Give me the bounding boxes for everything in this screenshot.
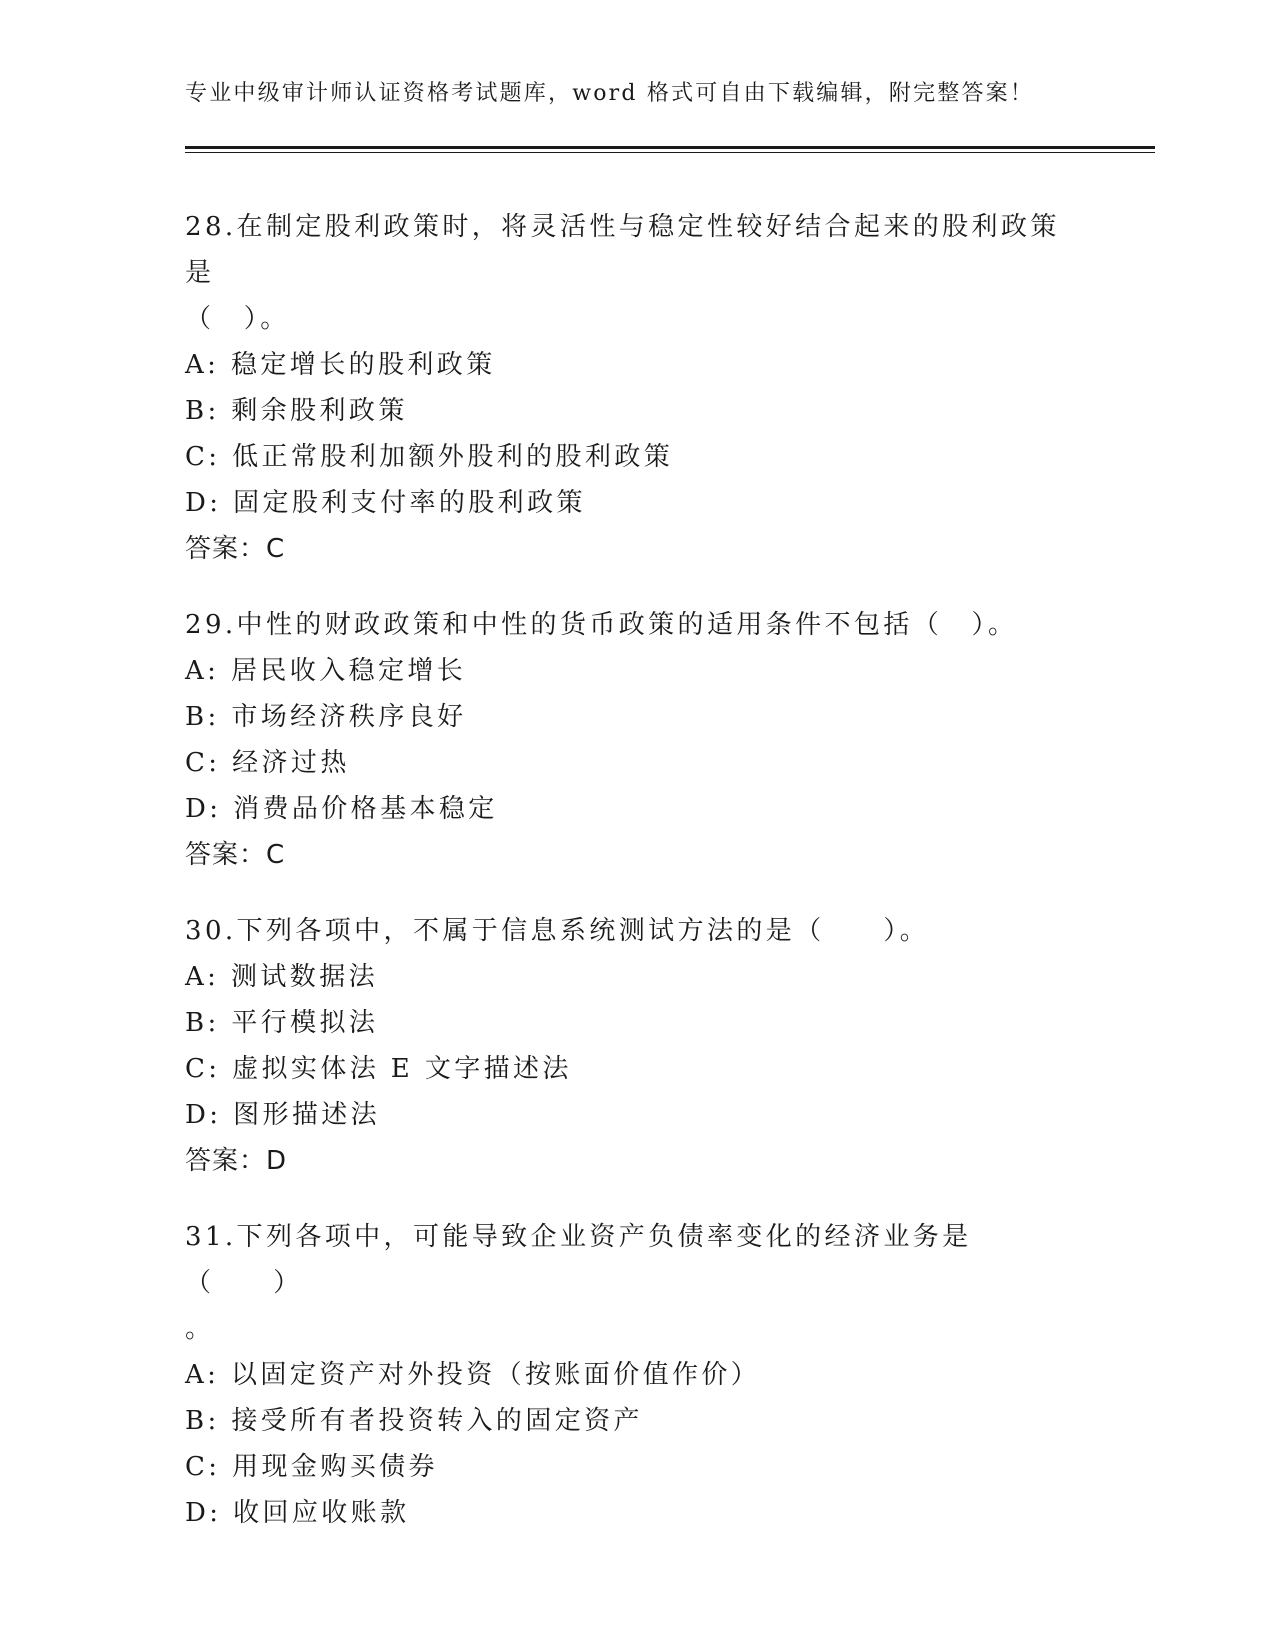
question-stem: 28.在制定股利政策时，将灵活性与稳定性较好结合起来的股利政策是 [185, 212, 1060, 288]
option-d: D: 收回应收账款 [185, 1498, 410, 1528]
option-d: D: 消费品价格基本稳定 [185, 794, 498, 824]
option-b: B: 接受所有者投资转入的固定资产 [185, 1406, 643, 1436]
option-c: C: 虚拟实体法 E 文字描述法 [185, 1054, 572, 1084]
option-b: B: 剩余股利政策 [185, 396, 408, 426]
option-b: B: 平行模拟法 [185, 1008, 379, 1038]
question-28 [185, 204, 1065, 572]
answer: 答案：C [185, 840, 286, 870]
question-30 [185, 908, 1065, 1184]
option-a: A: 测试数据法 [185, 962, 379, 992]
question-stem-continued: （ ）。 [185, 304, 290, 334]
question-31 [185, 1214, 1065, 1536]
question-stem: 31.下列各项中，可能导致企业资产负债率变化的经济业务是（ ） [185, 1222, 972, 1298]
option-c: C: 低正常股利加额外股利的股利政策 [185, 442, 674, 472]
page-header: 专业中级审计师认证资格考试题库，word 格式可自由下载编辑，附完整答案！ [185, 81, 1035, 106]
question-list [185, 204, 1065, 1566]
option-b: B: 市场经济秩序良好 [185, 702, 467, 732]
header-rule-thin [185, 152, 1155, 153]
option-c: C: 用现金购买债券 [185, 1452, 438, 1482]
question-stem: 29.中性的财政政策和中性的货币政策的适用条件不包括（ ）。 [185, 610, 1018, 640]
question-stem: 30.下列各项中，不属于信息系统测试方法的是（ ）。 [185, 916, 930, 946]
question-29 [185, 602, 1065, 878]
option-d: D: 图形描述法 [185, 1100, 381, 1130]
option-a: A: 以固定资产对外投资（按账面价值作价） [185, 1360, 761, 1390]
header-rule-thick [185, 146, 1155, 149]
question-stem-continued: 。 [185, 1314, 215, 1344]
option-a: A: 稳定增长的股利政策 [185, 350, 496, 380]
answer: 答案：D [185, 1146, 288, 1176]
answer: 答案：C [185, 534, 286, 564]
option-a: A: 居民收入稳定增长 [185, 656, 467, 686]
option-c: C: 经济过热 [185, 748, 350, 778]
option-d: D: 固定股利支付率的股利政策 [185, 488, 586, 518]
